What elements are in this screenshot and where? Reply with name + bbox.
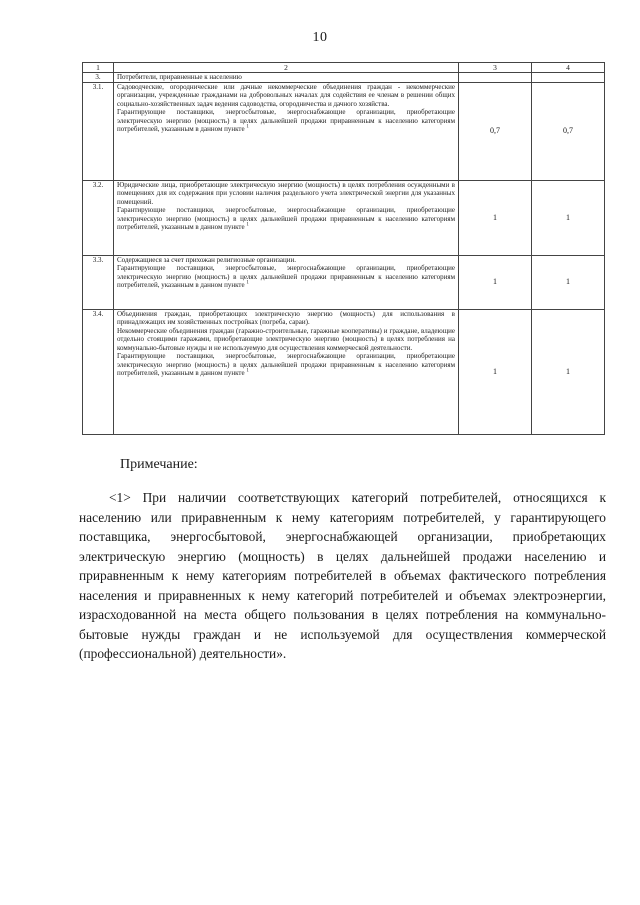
row-value-col3: 1 [459, 180, 532, 255]
row-paragraph: Юридические лица, приобретающие электрическую энергию (мощность) в целях потребления осужденными в помещениях для их содержания при условии наличия раздельного учета электрической энергии для указанных помещений. [117, 180, 455, 206]
row-paragraph: Некоммерческие объединения граждан (гаражно-строительные, гаражные кооперативы) и граждане, владеющие отдельно стоящими гаражами, приобретающие электрическую энергию (мощность) в целях потребления на коммунально-бытовые нужды и не используемую для осуществления коммерческой деятельности. [117, 326, 455, 352]
row-number: 3.2. [83, 180, 114, 255]
row-paragraph-text: Гарантирующие поставщики, энергосбытовые, энергоснабжающие организации, приобретающие электрическую энергию (мощность) в целях дальнейшей продажи приравненным к населению категориям потребителей, указанным в данном пункте [117, 206, 455, 232]
note-body [79, 488, 606, 664]
tariff-table [82, 62, 605, 435]
row-description [114, 82, 459, 180]
row-value-col3: 1 [459, 309, 532, 434]
row-paragraph: Садоводческие, огороднические или дачные некоммерческие объединения граждан - некоммерческие организации, учрежденные гражданами на добровольных началах для содействия ее членам в решении общих социально-хозяйственных задач ведения садоводства, огородничества и дачного хозяйства. [117, 82, 455, 108]
row-paragraph-last [117, 206, 455, 232]
row-description [114, 255, 459, 309]
row-paragraph: Объединения граждан, приобретающих электрическую энергию (мощность) для использования в принадлежащих им хозяйственных постройках (погреба, сараи). [117, 309, 455, 327]
row-value-col3: 0,7 [459, 82, 532, 180]
page-number: 10 [312, 30, 328, 45]
footnote-mark: 1 [246, 125, 249, 130]
row-paragraph-last [117, 264, 455, 290]
empty-cell [459, 73, 532, 83]
row-paragraph-text: Гарантирующие поставщики, энергосбытовые, энергоснабжающие организации, приобретающие электрическую энергию (мощность) в целях дальнейшей продажи приравненным к населению категориям потребителей, указанным в данном пункте [117, 108, 455, 134]
row-description [114, 180, 459, 255]
row-value-col4: 0,7 [532, 82, 605, 180]
section-title: Потребители, приравненные к населению [114, 73, 459, 83]
note-text: <1> При наличии соответствующих категорий потребителей, относящихся к населению или приравненным к нему категориям потребителей, у гарантирующего поставщика, энергосбытовой, энергоснабжающей организации, приобретающих электрическую энергию (мощность) в целях дальнейшей продажи населению и приравненным к нему категориям потребителей в объемах фактического потребления населения и приравненных к нему категорий потребителей и объемах электроэнергии, израсходованной на места общего пользования в целях потребления на коммунально-бытовые нужды граждан и не используемой для осуществления коммерческой (профессиональной) деятельности». [79, 490, 606, 661]
footnote-mark: 1 [246, 223, 249, 228]
row-number: 3.4. [83, 309, 114, 434]
table-header-row [83, 63, 605, 73]
row-value-col4: 1 [532, 180, 605, 255]
header-cell: 1 [83, 63, 114, 73]
row-number: 3.1. [83, 82, 114, 180]
header-cell: 4 [532, 63, 605, 73]
header-cell: 2 [114, 63, 459, 73]
row-paragraph: Содержащиеся за счет прихожан религиозные организации. [117, 255, 296, 264]
table-row [83, 82, 605, 180]
section-row [83, 73, 605, 83]
footnote-mark: 1 [246, 369, 249, 375]
row-paragraph-last [117, 108, 455, 134]
table-row [83, 309, 605, 434]
header-cell: 3 [459, 63, 532, 73]
row-paragraph-last [117, 352, 455, 378]
row-value-col4: 1 [532, 255, 605, 309]
row-paragraph-text: Гарантирующие поставщики, энергосбытовые, энергоснабжающие организации, приобретающие электрическую энергию (мощность) в целях дальнейшей продажи приравненным к населению категориям потребителей, указанным в данном пункте [117, 352, 455, 378]
table-row [83, 180, 605, 255]
section-number: 3. [83, 73, 114, 83]
table-row [83, 255, 605, 309]
note-title: Примечание: [120, 457, 198, 472]
row-description [114, 309, 459, 434]
footnote-mark: 1 [246, 280, 249, 286]
row-value-col4: 1 [532, 309, 605, 434]
empty-cell [532, 73, 605, 83]
row-value-col3: 1 [459, 255, 532, 309]
row-paragraph-text: Гарантирующие поставщики, энергосбытовые, энергоснабжающие организации, приобретающие электрическую энергию (мощность) в целях дальнейшей продажи приравненным к населению категориям потребителей, указанным в данном пункте [117, 264, 455, 290]
row-number: 3.3. [83, 255, 114, 309]
